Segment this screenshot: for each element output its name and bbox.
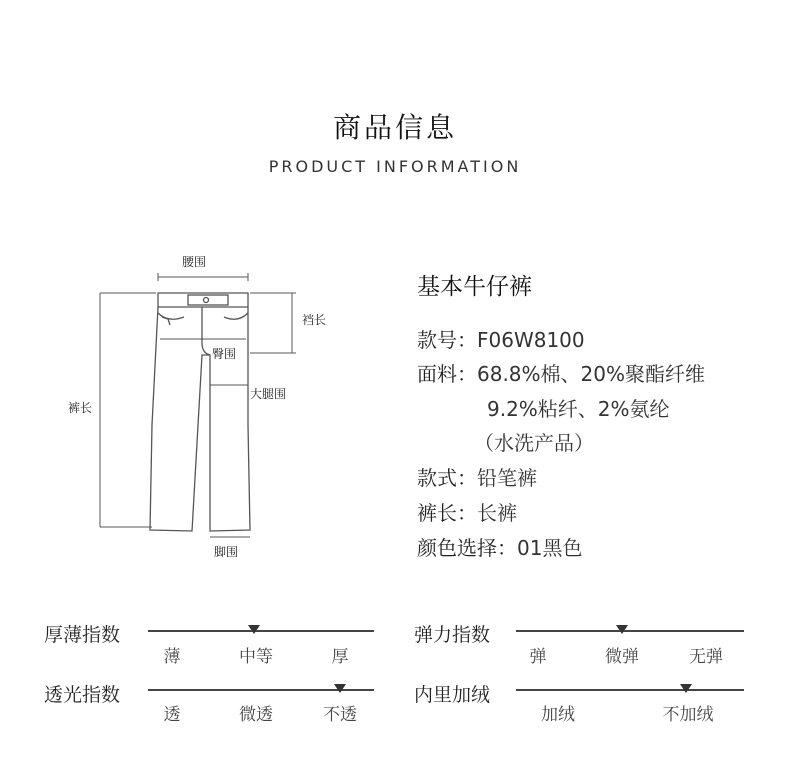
index-title: 内里加绒 bbox=[414, 684, 491, 706]
length-label: 裤长 bbox=[68, 401, 93, 415]
spec-value: 长裤 bbox=[477, 501, 517, 525]
index-scale-line bbox=[148, 630, 374, 632]
index-option: 弹 bbox=[529, 647, 547, 667]
index-title: 厚薄指数 bbox=[44, 624, 121, 646]
index-marker-icon bbox=[680, 684, 692, 693]
index-option: 不透 bbox=[323, 705, 357, 725]
rise-label: 裆长 bbox=[302, 313, 327, 327]
spec-key: 裤长： bbox=[417, 501, 477, 525]
index-option: 不加绒 bbox=[662, 705, 714, 725]
spec-color bbox=[417, 532, 582, 561]
spec-value: 01黑色 bbox=[517, 536, 583, 560]
index-scale-line bbox=[516, 630, 744, 632]
index-scale-line bbox=[516, 689, 744, 691]
index-option: 中等 bbox=[239, 647, 273, 667]
spec-value: （水洗产品） bbox=[474, 431, 594, 455]
spec-value: 9.2%粘纤、2%氨纶 bbox=[487, 397, 670, 421]
index-option: 微弹 bbox=[605, 647, 639, 667]
page-title: 商品信息 bbox=[332, 111, 457, 144]
index-option: 厚 bbox=[331, 647, 349, 667]
index-title: 透光指数 bbox=[44, 684, 121, 706]
index-option: 无弹 bbox=[689, 647, 723, 667]
page-subtitle: PRODUCT INFORMATION bbox=[268, 157, 522, 176]
spec-fabric-note bbox=[474, 427, 594, 456]
spec-value: 68.8%棉、20%聚酯纤维 bbox=[477, 362, 705, 386]
spec-key: 颜色选择： bbox=[417, 536, 517, 560]
thigh-label: 大腿围 bbox=[250, 387, 287, 401]
pants-outline-icon bbox=[60, 245, 390, 565]
hip-label: 臀围 bbox=[212, 347, 237, 361]
index-marker-icon bbox=[616, 625, 628, 634]
spec-length bbox=[417, 497, 517, 526]
pants-measurement-diagram bbox=[60, 245, 390, 565]
index-title: 弹力指数 bbox=[414, 624, 491, 646]
index-option: 微透 bbox=[239, 705, 273, 725]
spec-key: 款号： bbox=[417, 328, 477, 352]
spec-style bbox=[417, 462, 537, 491]
spec-key: 面料： bbox=[417, 362, 477, 386]
index-marker-icon bbox=[248, 625, 260, 634]
spec-fabric-line2 bbox=[487, 393, 670, 422]
waist-label: 腰围 bbox=[182, 255, 207, 269]
index-option: 加绒 bbox=[541, 705, 575, 725]
spec-fabric bbox=[417, 358, 705, 387]
index-marker-icon bbox=[334, 684, 346, 693]
spec-style-number bbox=[417, 324, 585, 353]
spec-key: 款式： bbox=[417, 466, 477, 490]
spec-value: 铅笔裤 bbox=[477, 466, 537, 490]
spec-value: F06W8100 bbox=[477, 328, 585, 352]
product-name: 基本牛仔裤 bbox=[417, 274, 532, 300]
index-option: 薄 bbox=[163, 647, 181, 667]
index-option: 透 bbox=[163, 705, 181, 725]
hem-label: 脚围 bbox=[214, 545, 239, 559]
